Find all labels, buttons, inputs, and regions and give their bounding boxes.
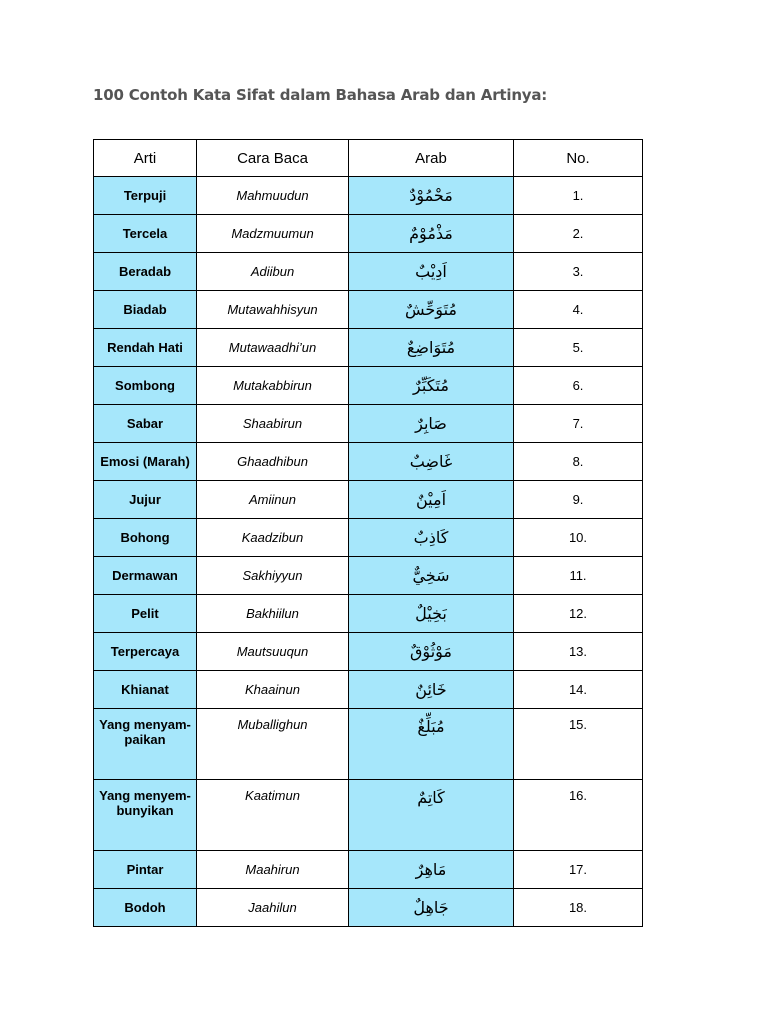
cell-cara-baca: Jaahilun [197, 889, 349, 927]
cell-cara-baca: Mutawaadhi’un [197, 329, 349, 367]
cell-arab: مَاهِرٌ [349, 851, 514, 889]
cell-cara-baca: Ghaadhibun [197, 443, 349, 481]
cell-arti: Sabar [94, 405, 197, 443]
cell-no: 17. [514, 851, 643, 889]
cell-no: 16. [514, 780, 643, 851]
cell-arab: مَوْثُوْقٌ [349, 633, 514, 671]
cell-arti: Jujur [94, 481, 197, 519]
cell-cara-baca: Mutawahhisyun [197, 291, 349, 329]
table-row [94, 557, 643, 595]
table-row [94, 443, 643, 481]
cell-cara-baca: Muballighun [197, 709, 349, 780]
cell-cara-baca: Mautsuuqun [197, 633, 349, 671]
cell-arti: Pintar [94, 851, 197, 889]
table-row [94, 405, 643, 443]
cell-cara-baca: Kaadzibun [197, 519, 349, 557]
cell-no: 15. [514, 709, 643, 780]
table-row [94, 177, 643, 215]
cell-cara-baca: Khaainun [197, 671, 349, 709]
table-row [94, 633, 643, 671]
cell-arab: بَخِيْلٌ [349, 595, 514, 633]
cell-cara-baca: Amiinun [197, 481, 349, 519]
table-row [94, 595, 643, 633]
vocabulary-table [93, 139, 643, 927]
cell-no: 10. [514, 519, 643, 557]
cell-arti: Dermawan [94, 557, 197, 595]
cell-arab: اَمِيْنٌ [349, 481, 514, 519]
cell-no: 14. [514, 671, 643, 709]
cell-no: 5. [514, 329, 643, 367]
cell-arab: مُتَوَحِّشٌ [349, 291, 514, 329]
cell-no: 11. [514, 557, 643, 595]
cell-arab: كَاذِبٌ [349, 519, 514, 557]
cell-cara-baca: Mutakabbirun [197, 367, 349, 405]
cell-arti: Biadab [94, 291, 197, 329]
cell-arti: Pelit [94, 595, 197, 633]
cell-arti: Khianat [94, 671, 197, 709]
cell-cara-baca: Sakhiyyun [197, 557, 349, 595]
table-row [94, 367, 643, 405]
cell-arab: كَاتِمٌ [349, 780, 514, 851]
cell-arab: سَخِيٌّ [349, 557, 514, 595]
cell-arti: Rendah Hati [94, 329, 197, 367]
cell-arti: Beradab [94, 253, 197, 291]
cell-arti: Bodoh [94, 889, 197, 927]
cell-cara-baca: Madzmuumun [197, 215, 349, 253]
page-title: 100 Contoh Kata Sifat dalam Bahasa Arab dan Artinya: [93, 86, 548, 104]
cell-arab: مَذْمُوْمٌ [349, 215, 514, 253]
table-row [94, 215, 643, 253]
cell-cara-baca: Shaabirun [197, 405, 349, 443]
table-row [94, 519, 643, 557]
cell-no: 18. [514, 889, 643, 927]
cell-arti: Yang menyam-paikan [94, 709, 197, 780]
cell-cara-baca: Maahirun [197, 851, 349, 889]
cell-arti: Tercela [94, 215, 197, 253]
cell-arab: مُتَوَاضِعٌ [349, 329, 514, 367]
cell-no: 7. [514, 405, 643, 443]
cell-no: 12. [514, 595, 643, 633]
cell-cara-baca: Kaatimun [197, 780, 349, 851]
cell-arti: Sombong [94, 367, 197, 405]
cell-no: 13. [514, 633, 643, 671]
cell-arti: Yang menyem-bunyikan [94, 780, 197, 851]
table-row [94, 889, 643, 927]
table-header-row [94, 140, 643, 177]
header-no: No. [514, 140, 643, 177]
cell-cara-baca: Bakhiilun [197, 595, 349, 633]
header-cara-baca: Cara Baca [197, 140, 349, 177]
cell-arab: مُبَلِّغٌ [349, 709, 514, 780]
cell-no: 6. [514, 367, 643, 405]
cell-arti: Terpercaya [94, 633, 197, 671]
table-row [94, 481, 643, 519]
cell-no: 1. [514, 177, 643, 215]
table-row [94, 709, 643, 780]
cell-no: 9. [514, 481, 643, 519]
cell-arti: Terpuji [94, 177, 197, 215]
table-row [94, 253, 643, 291]
cell-no: 3. [514, 253, 643, 291]
cell-no: 4. [514, 291, 643, 329]
cell-arab: غَاضِبٌ [349, 443, 514, 481]
header-arab: Arab [349, 140, 514, 177]
table-row [94, 671, 643, 709]
cell-cara-baca: Mahmuudun [197, 177, 349, 215]
cell-cara-baca: Adiibun [197, 253, 349, 291]
table-row [94, 291, 643, 329]
header-arti: Arti [94, 140, 197, 177]
cell-no: 2. [514, 215, 643, 253]
cell-arab: اَدِيْبٌ [349, 253, 514, 291]
table-row [94, 780, 643, 851]
cell-arab: خَائِنٌ [349, 671, 514, 709]
cell-arti: Emosi (Marah) [94, 443, 197, 481]
table-row [94, 329, 643, 367]
table-row [94, 851, 643, 889]
cell-arab: جَاهِلٌ [349, 889, 514, 927]
cell-no: 8. [514, 443, 643, 481]
cell-arab: مُتَكَبِّرٌ [349, 367, 514, 405]
cell-arab: مَحْمُوْدٌ [349, 177, 514, 215]
cell-arab: صَابِرٌ [349, 405, 514, 443]
cell-arti: Bohong [94, 519, 197, 557]
